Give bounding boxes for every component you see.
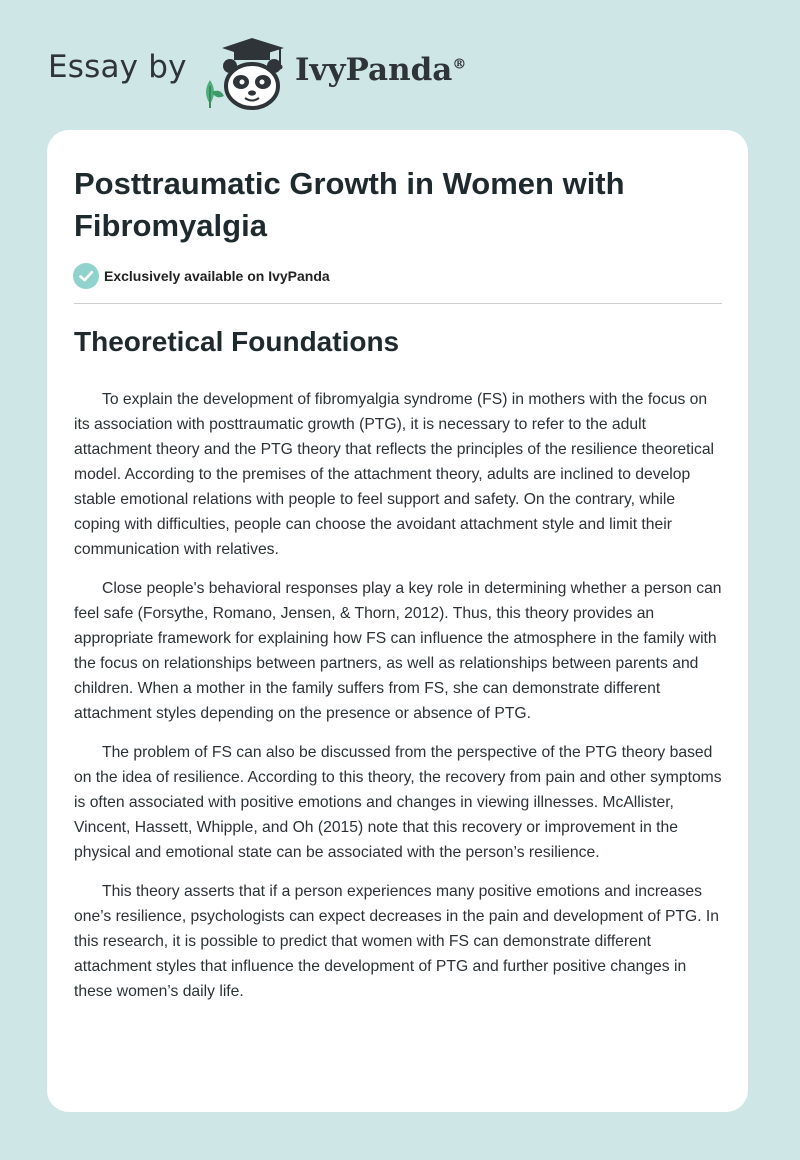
paragraph: The problem of FS can also be discussed from the perspective of the PTG theory based on the idea of resilience. According to this theory, the recovery from pain and other symptoms is often associated with positive emotions and changes in viewing illnesses. McAllister, Vincent, Hassett, Whipple, and Oh (2015) note that this recovery or improvement in the physical and emotional state can be associated with the person’s resilience.	[74, 744, 722, 861]
essay-title: Posttraumatic Growth in Women with Fibromyalgia	[74, 166, 625, 243]
section-heading: Theoretical Foundations	[74, 326, 400, 357]
paragraph: Close people's behavioral responses play a key role in determining whether a person can feel safe (Forsythe, Romano, Jensen, & Thorn, 2012). Thus, this theory provides an appropriate framework for explaining how FS can influence the atmosphere in the family with the focus on relationships between partners, as well as relationships between parents and children. When a mother in the family suffers from FS, she can demonstrate different attachment styles depending on the presence or absence of PTG.	[74, 580, 722, 722]
essay-body	[74, 387, 724, 1018]
brand-name: IvyPanda®	[295, 52, 467, 88]
essay-by-label: Essay by	[48, 49, 187, 85]
site-header	[48, 30, 548, 110]
essay-card	[47, 130, 748, 1112]
panda-logo-icon	[200, 34, 292, 110]
paragraph: To explain the development of fibromyalgia syndrome (FS) in mothers with the focus on its association with posttraumatic growth (PTG), it is necessary to refer to the adult attachment theory and the PTG theory that reflects the principles of the resilience theoretical model. According to the premises of the attachment theory, adults are inclined to develop stable emotional relations with people to feel support and safety. On the contrary, while coping with difficulties, people can choose the avoidant attachment style and limit their communication with relatives.	[74, 391, 715, 558]
exclusive-badge-label: Exclusively available on IvyPanda	[104, 268, 330, 284]
divider	[74, 303, 722, 304]
exclusive-badge	[73, 263, 330, 289]
check-circle-icon	[73, 263, 99, 289]
paragraph: This theory asserts that if a person experiences many positive emotions and increases one’s resilience, psychologists can expect decreases in the pain and development of PTG. In this research, it is possible to predict that women with FS can demonstrate different attachment styles that influence the development of PTG and further positive changes in these women’s daily life.	[74, 883, 720, 1000]
